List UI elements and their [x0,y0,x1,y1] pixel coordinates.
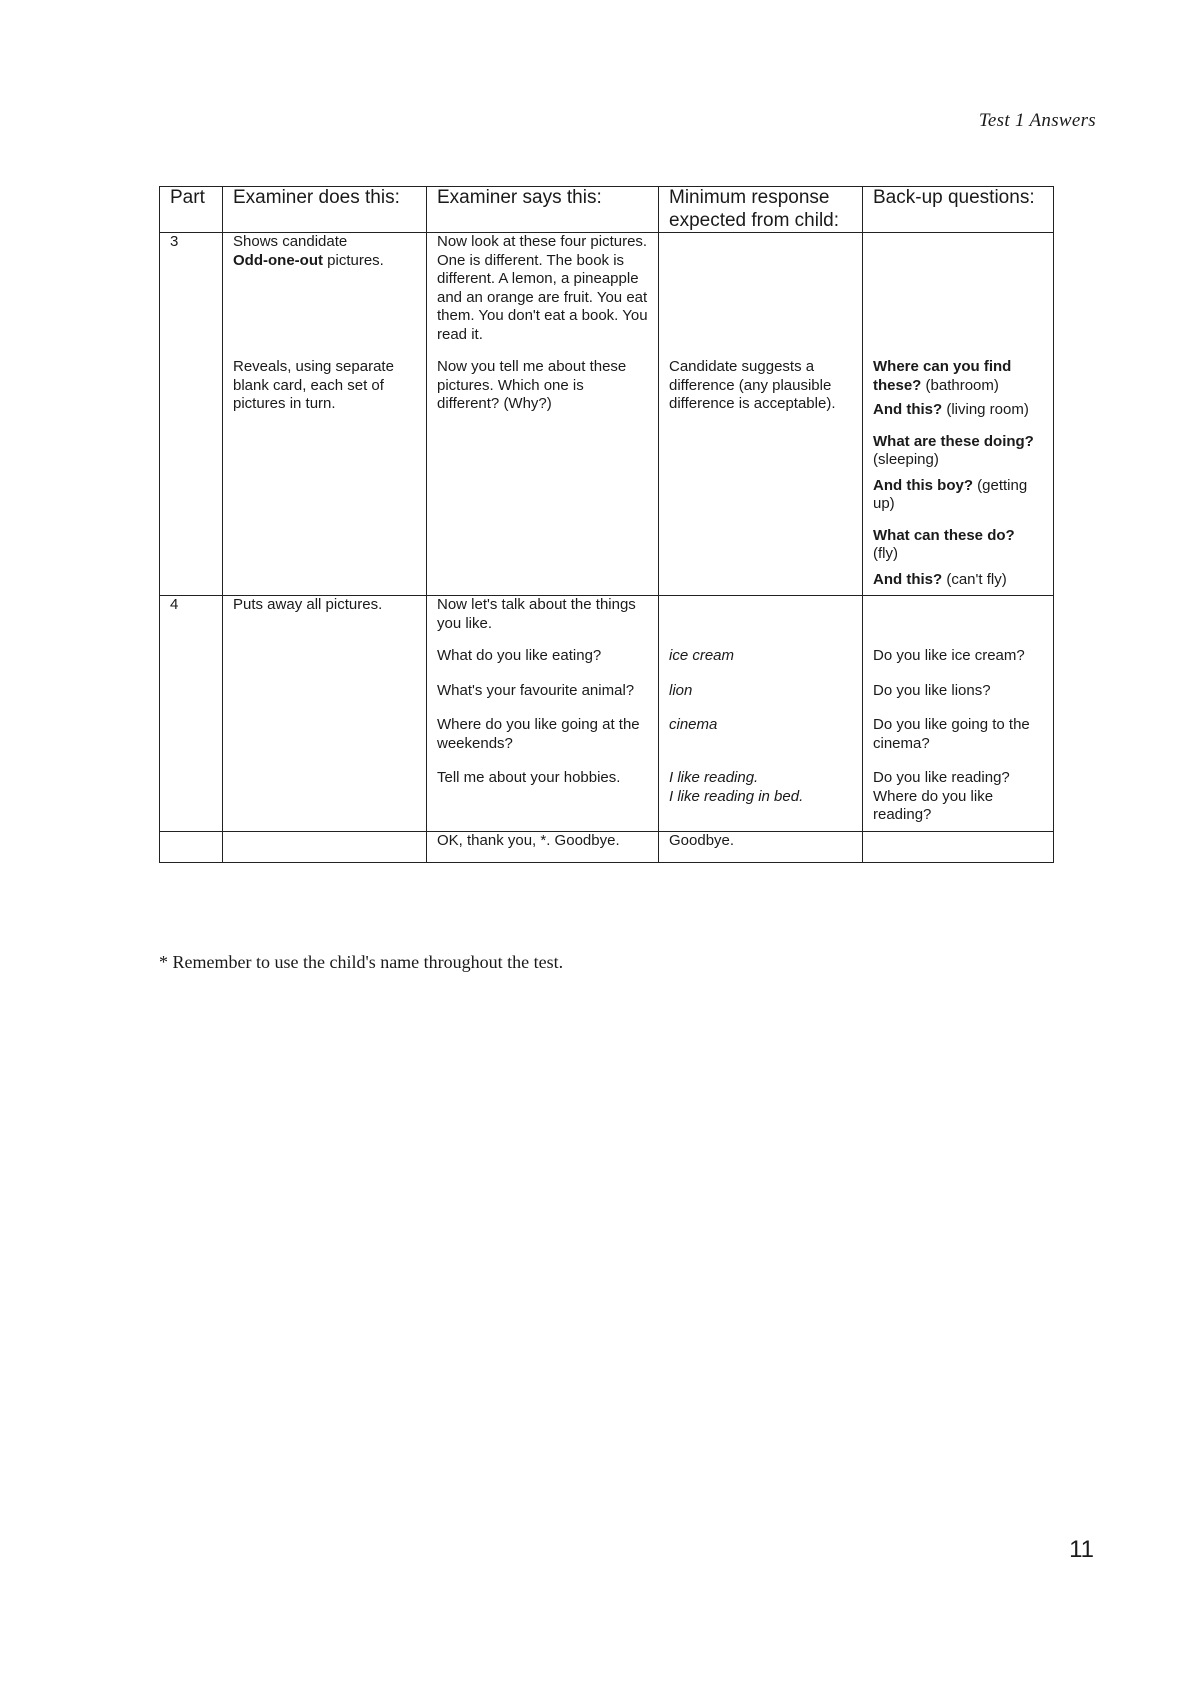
part-number: 3 [160,233,223,345]
table-row [160,596,1054,648]
examiner-does-cell [223,233,427,345]
examiner-does-bold: Odd-one-out [233,251,323,269]
running-head: Test 1 Answers [978,110,1096,131]
examiner-says-cell: Now let's talk about the things you like. [427,596,659,648]
backup-question: Where can you find these? (bathroom) [873,358,1012,394]
table-row [160,358,1054,596]
header-minimum-response: Minimum response expected from child: [659,187,863,233]
examiner-does-text: pictures. [327,251,384,269]
header-examiner-does: Examiner does this: [223,187,427,233]
table-row [160,831,1054,862]
table-row-spacer [160,344,1054,358]
response-cell [659,233,863,345]
response-cell: cinema [659,716,863,769]
backup-cell [863,358,1054,596]
backup-cell [863,233,1054,345]
part-number-empty [160,358,223,596]
examiner-says-cell: What's your favourite animal? [427,682,659,717]
part-number: 4 [160,596,223,648]
table-row [160,682,1054,717]
response-cell: lion [659,682,863,717]
examiner-says-cell: OK, thank you, *. Goodbye. [427,831,659,862]
examiner-table [159,186,1054,863]
backup-question: What are these doing? (sleeping) [873,432,1034,468]
backup-cell: Do you like going to the cinema? [863,716,1054,769]
table-header-row [160,187,1054,233]
examiner-does-cell: Puts away all pictures. [223,596,427,648]
examiner-does-text: Shows candidate [233,233,348,250]
examiner-says-cell: Tell me about your hobbies. [427,769,659,831]
backup-question: And this? (living room) [873,401,1029,418]
backup-cell [863,596,1054,648]
backup-question: What can these do? (fly) [873,526,1015,562]
header-examiner-says: Examiner says this: [427,187,659,233]
table-row [160,233,1054,345]
page-number: 11 [1069,1536,1094,1563]
header-backup-questions: Back-up questions: [863,187,1054,233]
response-cell [659,596,863,648]
examiner-does-cell: Reveals, using separate blank card, each set of pictures in turn. [223,358,427,596]
backup-cell: Do you like lions? [863,682,1054,717]
examiner-says-cell: Now you tell me about these pictures. Which one is different? (Why?) [427,358,659,596]
response-cell: I like reading. I like reading in bed. [659,769,863,831]
backup-cell: Do you like ice cream? [863,647,1054,682]
table-row [160,769,1054,831]
backup-question: And this boy? (getting up) [873,476,1028,512]
header-part: Part [160,187,223,233]
response-cell: Candidate suggests a difference (any plausible difference is acceptable). [659,358,863,596]
table-row [160,716,1054,769]
examiner-says-cell: What do you like eating? [427,647,659,682]
backup-question: And this? (can't fly) [873,570,1007,588]
table-row [160,647,1054,682]
footnote: * Remember to use the child's name throughout the test. [159,952,564,972]
backup-cell: Do you like reading? Where do you like reading? [863,769,1054,831]
examiner-says-cell: Where do you like going at the weekends? [427,716,659,769]
response-cell: Goodbye. [659,831,863,862]
examiner-says-cell: Now look at these four pictures. One is different. The book is different. A lemon, a pineapple and an orange are fruit. You eat them. You don't eat a book. You read it. [427,233,659,345]
response-cell: ice cream [659,647,863,682]
